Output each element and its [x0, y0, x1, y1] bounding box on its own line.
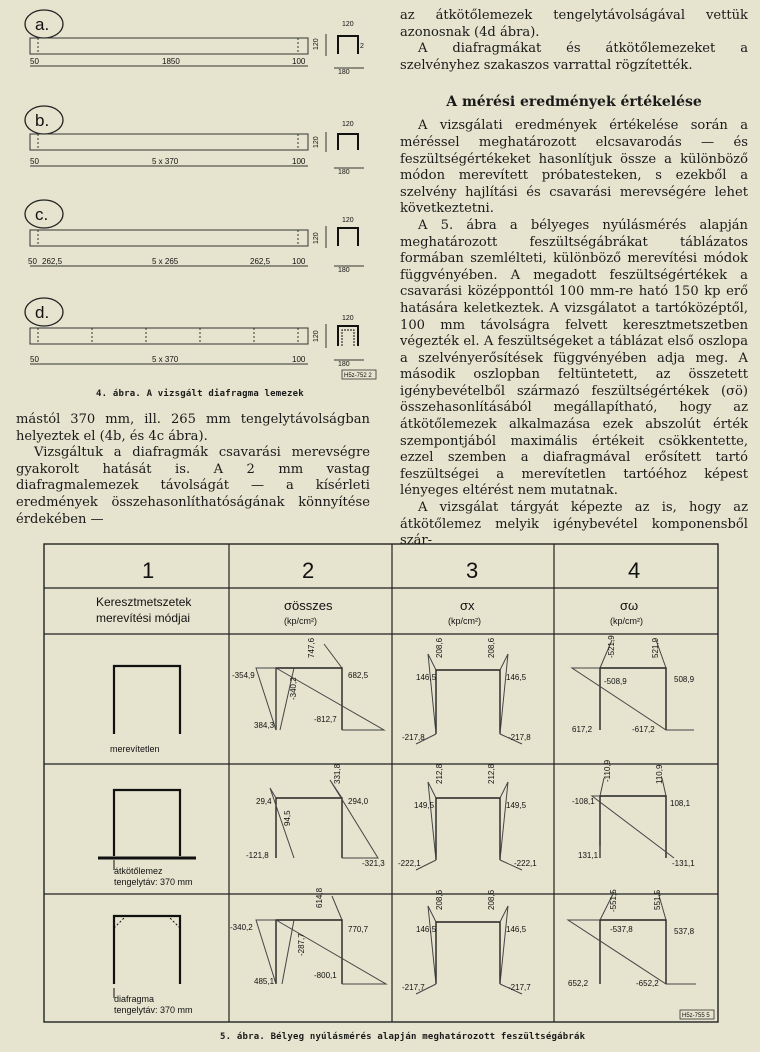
fig4-label-c: c. — [35, 205, 49, 224]
diagram-value-label: 485,1 — [254, 977, 275, 986]
fig4-c-dim4: 262,5 — [250, 257, 271, 266]
diagram-value-label: -321,3 — [362, 859, 385, 868]
fig4-b-sec1: 120 — [342, 121, 354, 128]
figure-4 — [12, 4, 382, 394]
diagram-value-label: -521,9 — [607, 635, 616, 658]
figure-5 — [44, 544, 718, 1024]
diagram-value-label: 146,5 — [416, 925, 437, 934]
diagram-value-label: 537,8 — [674, 927, 695, 936]
left-paragraph-1: mástól 370 mm, ill. 265 mm tengelytávolságban helyeztek el (4b, és 4c ábra). — [16, 412, 370, 444]
col4-title: σω — [620, 598, 639, 613]
diagram-value-label: 108,1 — [670, 799, 691, 808]
row3-label-1: diafragma — [114, 994, 155, 1004]
fig4-a-dim2: 1850 — [162, 57, 180, 66]
diagram-value-label: 29,4 — [256, 797, 272, 806]
diagram-value-label: -222,1 — [398, 859, 421, 868]
col1-title-line2: merevítési módjai — [96, 611, 191, 625]
diagram-value-label: -354,9 — [232, 671, 255, 680]
row-2-sigma-total — [246, 763, 385, 868]
diagram-value-label: -222,1 — [514, 859, 537, 868]
col-header-3: 3 — [466, 558, 479, 583]
fig4-a-sec1: 120 — [342, 21, 354, 28]
figure-5-drawing — [44, 544, 718, 1024]
col-header-1: 1 — [142, 558, 155, 583]
diagram-value-label: -340,2 — [230, 923, 253, 932]
diagram-value-label: 331,8 — [333, 763, 342, 784]
right-paragraph-1: az átkötőlemezek tengelytávolságával vettük azonosnak (4d ábra). — [400, 8, 748, 40]
col-header-2: 2 — [302, 558, 315, 583]
fig4-row-b — [25, 106, 364, 176]
fig4-row-a — [25, 10, 364, 76]
col2-unit: (kp/cm²) — [284, 616, 317, 626]
fig4-label-b: b. — [35, 111, 50, 130]
diagram-value-label: 94,5 — [283, 810, 292, 826]
row1-label: merevítetlen — [110, 744, 160, 754]
fig4-label-d: d. — [35, 303, 50, 322]
fig4-d-sec3: 180 — [338, 361, 350, 368]
diagram-value-label: 146,5 — [416, 673, 437, 682]
diagram-value-label: -217,8 — [508, 733, 531, 742]
row-3-section — [114, 916, 193, 1015]
diagram-value-label: 770,7 — [348, 925, 369, 934]
fig4-a-dim1: 50 — [30, 57, 39, 66]
fig4-b-dim3: 100 — [292, 157, 306, 166]
row2-label-1: átkötőlemez — [114, 866, 163, 876]
diagram-value-label: -340,2 — [289, 677, 298, 700]
diagram-value-label: -551,5 — [609, 889, 618, 912]
diagram-value-label: -121,8 — [246, 851, 269, 860]
diagram-value-label: 551,5 — [653, 889, 662, 910]
fig4-label-a: a. — [35, 15, 50, 34]
fig4-b-dim2: 5 x 370 — [152, 157, 179, 166]
diagram-value-label: 208,6 — [435, 889, 444, 910]
figure-4-caption: 4. ábra. A vizsgált diafragma lemezek — [96, 389, 304, 399]
fig4-c-dim5: 100 — [292, 257, 306, 266]
fig4-c-dim1: 50 — [28, 257, 37, 266]
diagram-value-label: 146,5 — [506, 673, 527, 682]
left-column — [16, 412, 370, 528]
fig4-c-sec2: 120 — [313, 232, 320, 244]
diagram-value-label: -617,2 — [632, 725, 655, 734]
diagram-value-label: 149,5 — [414, 801, 435, 810]
col3-title: σx — [460, 598, 475, 613]
fig4-d-dim2: 5 x 370 — [152, 355, 179, 364]
diagram-value-label: -508,9 — [604, 677, 627, 686]
fig4-a-sec2: 120 — [313, 38, 320, 50]
fig4-d-dim3: 100 — [292, 355, 306, 364]
row-3-sigma-w — [568, 889, 696, 988]
fig4-d-sec2: 120 — [313, 330, 320, 342]
diagram-value-label: 208,6 — [487, 637, 496, 658]
row-2-sigma-w — [572, 759, 695, 868]
diagram-value-label: 614,8 — [315, 887, 324, 908]
diagram-value-label: 212,8 — [435, 763, 444, 784]
col3-unit: (kp/cm²) — [448, 616, 481, 626]
diagram-value-label: 294,0 — [348, 797, 369, 806]
right-paragraph-3: A vizsgálati eredmények értékelése során a méréssel meghatározott elcsavarodás — és feszültségértékeket hasonlítjuk össze a különböző módon merevített próbatesteken, s ezekből a szelvény hajlítási és csavarási merevségére lehet következtetni. — [400, 118, 748, 217]
section-heading: A mérési eredmények értékelése — [446, 94, 702, 111]
fig4-d-dim1: 50 — [30, 355, 39, 364]
fig4-c-dim2: 262,5 — [42, 257, 63, 266]
left-paragraph-2: Vizsgáltuk a diafragmák csavarási merevségre gyakorolt hatását is. A 2 mm vastag diafragmalemezek távolságát — a kísérleti eredmények összehasonlíthatóságának könnyítése érdekében — — [16, 445, 370, 527]
right-paragraph-5: A vizsgálat tárgyát képezte az is, hogy az átkötőlemez melyik igénybevétel komponensből szár- — [400, 500, 748, 549]
diagram-value-label: 208,6 — [487, 889, 496, 910]
diagram-value-label: 384,3 — [254, 721, 275, 730]
diagram-value-label: -108,1 — [572, 797, 595, 806]
col4-unit: (kp/cm²) — [610, 616, 643, 626]
fig4-c-dim3: 5 x 265 — [152, 257, 179, 266]
fig4-row-d — [25, 298, 364, 368]
fig5-stamp: H5z-755 5 — [682, 1013, 710, 1019]
fig4-b-sec2: 120 — [313, 136, 320, 148]
fig4-a-sec3: 180 — [338, 69, 350, 76]
row3-label-2: tengelytáv: 370 mm — [114, 1005, 193, 1015]
row2-label-2: tengelytáv: 370 mm — [114, 877, 193, 887]
fig4-d-sec1: 120 — [342, 315, 354, 322]
row-2-sigma-x — [398, 763, 537, 870]
diagram-value-label: -800,1 — [314, 971, 337, 980]
fig4-a-sec4: 2 — [360, 43, 364, 50]
col-header-4: 4 — [628, 558, 641, 583]
diagram-value-label: -537,8 — [610, 925, 633, 934]
diagram-value-label: -287,7 — [297, 933, 306, 956]
diagram-value-label: 747,6 — [307, 637, 316, 658]
diagram-value-label: 110,9 — [655, 764, 664, 784]
row-1-sigma-w — [572, 635, 695, 734]
right-column — [400, 8, 748, 550]
figure-4-drawing — [12, 4, 382, 394]
diagram-value-label: 617,2 — [572, 725, 593, 734]
row-2-section — [98, 790, 196, 887]
diagram-value-label: -217,7 — [508, 983, 531, 992]
fig4-row-c — [25, 200, 364, 274]
fig4-stamp: H5z-752 2 — [344, 373, 372, 379]
figure-5-caption: 5. ábra. Bélyeg nyúlásmérés alapján meghatározott feszültségábrák — [220, 1032, 586, 1042]
row-1-section — [110, 666, 180, 754]
diagram-value-label: -217,7 — [402, 983, 425, 992]
fig4-b-dim1: 50 — [30, 157, 39, 166]
fig4-b-sec3: 180 — [338, 169, 350, 176]
diagram-value-label: 149,5 — [506, 801, 527, 810]
diagram-value-label: -812,7 — [314, 715, 337, 724]
fig4-a-dim3: 100 — [292, 57, 306, 66]
col1-title-line1: Keresztmetszetek — [96, 595, 192, 609]
row-3-sigma-total — [230, 887, 386, 986]
diagram-value-label: -217,8 — [402, 733, 425, 742]
fig4-c-sec3: 180 — [338, 267, 350, 274]
diagram-value-label: -652,2 — [636, 979, 659, 988]
diagram-value-label: 208,6 — [435, 637, 444, 658]
diagram-value-label: 146,5 — [506, 925, 527, 934]
diagram-value-label: 652,2 — [568, 979, 589, 988]
col2-title: σösszes — [284, 598, 333, 613]
diagram-value-label: -110,9 — [603, 759, 612, 782]
right-paragraph-4: A 5. ábra a bélyeges nyúlásmérés alapján meghatározott feszültségábrákat táblázatos formában szemlélteti, különböző merevítési módok függvényében. A megadott feszültségértékek a csavarási középponttól 100 mm-re ható 150 kp erő hatására keletkeztek. A vizsgálatot a tartóközéptől, 100 mm távolságra felvett keresztmetszetben végezték el. A feszültségeket a táblázat első oszlopa a szelvényerősítések függvényében adja meg. A második oszlopban feltüntetett, az összetett igénybevételből származó feszültségértékek (σö) összehasonlításából megállapítható, hogy az átkötőlemezek alkalmazása ezek abszolút érték szempontjából maximális értékeit csökkentette, ezzel szemben a diafragmával erősített tartó feszültségei a merevítetlen tartóéhoz képest lényeges eltérést nem mutatnak. — [400, 217, 748, 499]
row-1-sigma-total — [232, 637, 384, 730]
row-1-sigma-x — [402, 637, 531, 744]
diagram-value-label: 521,9 — [651, 637, 660, 658]
row-3-sigma-x — [402, 889, 531, 994]
diagram-value-label: 682,5 — [348, 671, 369, 680]
fig4-c-sec1: 120 — [342, 217, 354, 224]
diagram-value-label: 212,8 — [487, 763, 496, 784]
diagram-value-label: 131,1 — [578, 851, 599, 860]
diagram-value-label: 508,9 — [674, 675, 695, 684]
right-paragraph-2: A diafragmákat és átkötőlemezeket a szelvényhez szakaszos varrattal rögzítették. — [400, 41, 748, 73]
diagram-value-label: -131,1 — [672, 859, 695, 868]
